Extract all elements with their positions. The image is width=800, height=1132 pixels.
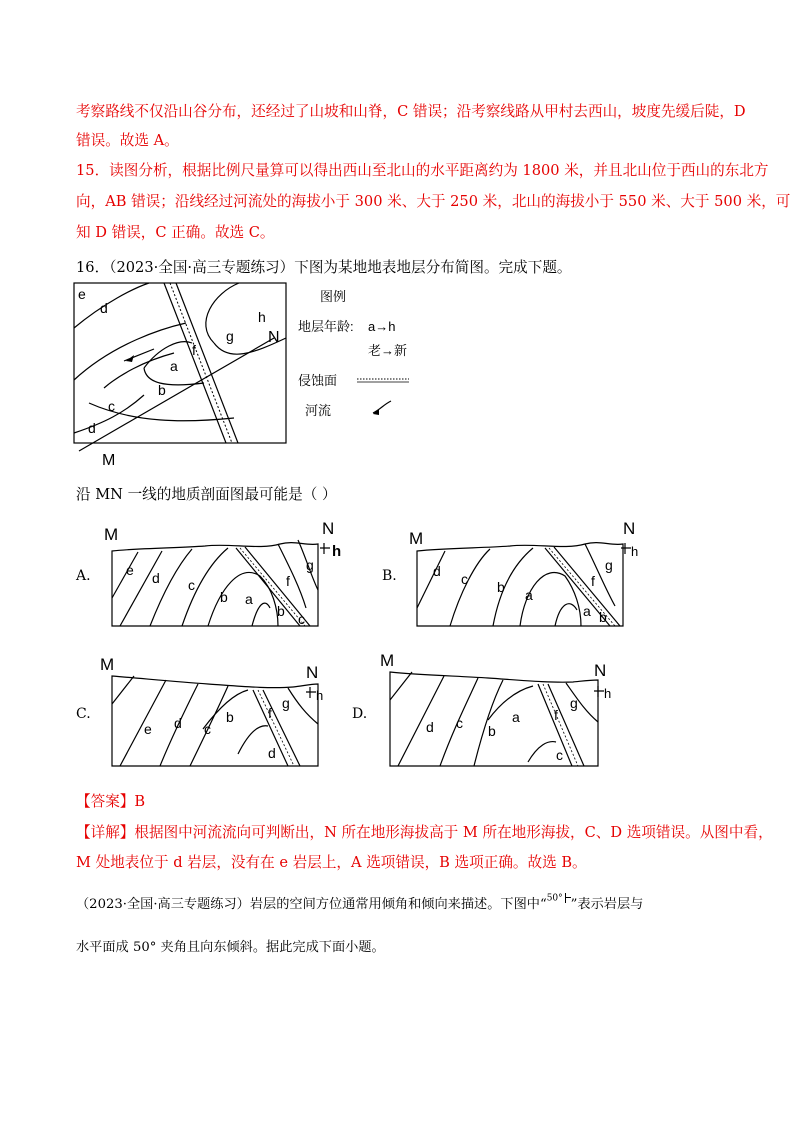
- option-d-h: h: [604, 686, 612, 701]
- option-c-n: N: [306, 663, 319, 682]
- option-b-section[interactable]: [405, 518, 645, 633]
- option-c-layer: [238, 726, 268, 754]
- option-c-layer: [120, 680, 166, 766]
- option-c-frame: [112, 676, 318, 766]
- map-legend: [295, 285, 420, 425]
- option-c-stratum: g: [282, 695, 290, 711]
- option-c-stratum: f: [268, 705, 272, 721]
- option-a-m: M: [104, 525, 119, 544]
- geologic-map: [74, 283, 289, 468]
- option-d-stratum: c: [456, 715, 463, 731]
- map-label-a: a: [170, 358, 178, 374]
- option-d-stratum: a: [512, 709, 520, 725]
- option-c-layer: [288, 688, 318, 724]
- legend-age-order: 老→新: [368, 343, 408, 358]
- q16-stem: 16．（2023·全国·高三专题练习）下图为某地地表地层分布简图。完成下题。: [76, 259, 572, 276]
- option-d-section[interactable]: [378, 650, 618, 775]
- option-a-layer: [112, 552, 138, 598]
- legend-age-seq: a→h: [368, 319, 396, 334]
- option-b-n: N: [623, 519, 636, 538]
- dip-symbol-50: 50°: [547, 893, 571, 904]
- option-d-m: M: [380, 651, 395, 670]
- option-d-layer: [528, 742, 556, 762]
- river-legend-symbol: [373, 401, 391, 413]
- option-b-layer: [555, 604, 577, 626]
- option-a-layer: [208, 573, 278, 626]
- explain14-line2: 错误。故选 A。: [76, 132, 179, 149]
- option-c-stratum: d: [268, 745, 276, 761]
- option-d-layer: [390, 672, 412, 700]
- next-intro-pre: （2023·全国·高三专题练习）岩层的空间方位通常用倾角和倾向来描述。下图中“: [76, 897, 547, 912]
- river-arrow: [126, 355, 134, 362]
- option-d-erosion: [538, 684, 572, 766]
- explain15-line3: 知 D 错误，C 正确。故选 C。: [76, 224, 275, 241]
- q16-ask: 沿 MN 一线的地质剖面图最可能是（ ）: [76, 486, 337, 503]
- detail-line2: M 处地表位于 d 岩层，没有在 e 岩层上，A 选项错误，B 选项正确。故选 B。: [76, 854, 587, 871]
- explain15-line2: 向，AB 错误；沿线经过河流处的海拔小于 300 米、大于 250 米，北山的海拔小于 550 米、大于 500 米，可: [76, 193, 791, 210]
- map-label-e: e: [78, 286, 86, 302]
- option-c-stratum: d: [174, 715, 182, 731]
- option-d-stratum: f: [554, 707, 558, 723]
- option-d-stratum: g: [570, 695, 578, 711]
- option-b-h: h: [631, 544, 639, 559]
- map-label-d2: d: [88, 420, 96, 436]
- option-a-label[interactable]: A.: [76, 568, 91, 584]
- erosion-surface: [176, 283, 238, 443]
- map-point-m: M: [102, 452, 116, 469]
- legend-erosion-label: 侵蚀面: [298, 373, 338, 388]
- option-a-n: N: [322, 519, 335, 538]
- legend-title: 图例: [320, 289, 347, 304]
- option-b-stratum: d: [433, 563, 441, 579]
- option-c-dip-symbol: [306, 687, 316, 698]
- option-c-stratum: e: [144, 721, 152, 737]
- option-d-label[interactable]: D.: [352, 706, 368, 722]
- option-a-layer: [252, 603, 270, 626]
- option-d-erosion: [548, 684, 584, 766]
- option-a-stratum: f: [286, 573, 290, 589]
- option-c-section[interactable]: [98, 654, 333, 774]
- option-a-stratum: e: [126, 562, 134, 578]
- explain15-line1: 15．读图分析，根据比例尺量算可以得出西山至北山的水平距离约为 1800 米，并且北山位于西山的东北方: [76, 162, 769, 179]
- option-c-m: M: [100, 655, 115, 674]
- map-label-f: f: [192, 342, 196, 358]
- map-label-g: g: [226, 328, 234, 344]
- option-c-layer: [112, 676, 134, 704]
- option-b-stratum: b: [599, 609, 607, 625]
- option-b-stratum: a: [525, 587, 533, 603]
- option-a-stratum: g: [306, 557, 314, 573]
- option-a-erosion: [240, 548, 305, 626]
- legend-river-label: 河流: [305, 403, 332, 418]
- option-a-stratum: b: [220, 589, 228, 605]
- option-c-stratum: c: [204, 721, 211, 737]
- next-intro-line1: [76, 893, 643, 912]
- option-a-stratum: c: [298, 611, 305, 627]
- option-b-layer: [417, 551, 445, 608]
- option-b-stratum: b: [497, 579, 505, 595]
- option-a-stratum: a: [245, 591, 253, 607]
- map-point-n: N: [268, 329, 280, 346]
- option-c-label[interactable]: C.: [76, 706, 91, 722]
- answer: 【答案】B: [76, 793, 146, 810]
- option-d-layer: [488, 686, 533, 720]
- option-d-stratum: d: [426, 719, 434, 735]
- option-d-stratum: b: [488, 723, 496, 739]
- option-b-m: M: [409, 529, 424, 548]
- option-a-erosion: [236, 548, 300, 626]
- option-d-layer: [398, 676, 444, 766]
- option-a-dip-symbol: [320, 543, 330, 554]
- option-b-stratum: a: [583, 603, 591, 619]
- detail-line1: 【详解】根据图中河流流向可判断出，N 所在地形海拔高于 M 所在地形海拔，C、D 选项错误。从图中看，: [76, 824, 773, 841]
- option-b-layer: [585, 544, 615, 606]
- map-label-h: h: [258, 309, 266, 325]
- option-b-stratum: f: [591, 573, 595, 589]
- map-label-d: d: [100, 300, 108, 316]
- next-intro-post: ”表示岩层与: [570, 897, 644, 912]
- option-a-section[interactable]: [100, 518, 342, 633]
- map-label-b: b: [158, 382, 166, 398]
- option-b-layer: [450, 549, 490, 626]
- explain14-line1: 考察路线不仅沿山谷分布，还经过了山坡和山脊，C 错误；沿考察线路从甲村去西山，坡度先缓后陡，D: [76, 103, 746, 120]
- option-d-stratum: c: [556, 747, 563, 763]
- option-d-dip-symbol: [594, 686, 604, 697]
- option-d-n: N: [594, 661, 607, 680]
- next-intro-line2: 水平面成 50° 夹角且向东倾斜。据此完成下面小题。: [76, 940, 385, 955]
- erosion-surface: [170, 283, 232, 443]
- option-a-stratum: c: [188, 577, 195, 593]
- option-b-stratum: c: [461, 571, 468, 587]
- option-b-stratum: g: [605, 557, 613, 573]
- option-a-h: h: [332, 543, 342, 560]
- option-c-h: h: [316, 688, 324, 703]
- option-a-stratum: b: [277, 603, 285, 619]
- option-b-label[interactable]: B.: [382, 568, 397, 584]
- map-boundary: [206, 283, 239, 343]
- option-a-stratum: d: [152, 570, 160, 586]
- legend-age-label: 地层年龄:: [298, 319, 354, 334]
- option-c-stratum: b: [226, 709, 234, 725]
- map-label-c: c: [108, 398, 115, 414]
